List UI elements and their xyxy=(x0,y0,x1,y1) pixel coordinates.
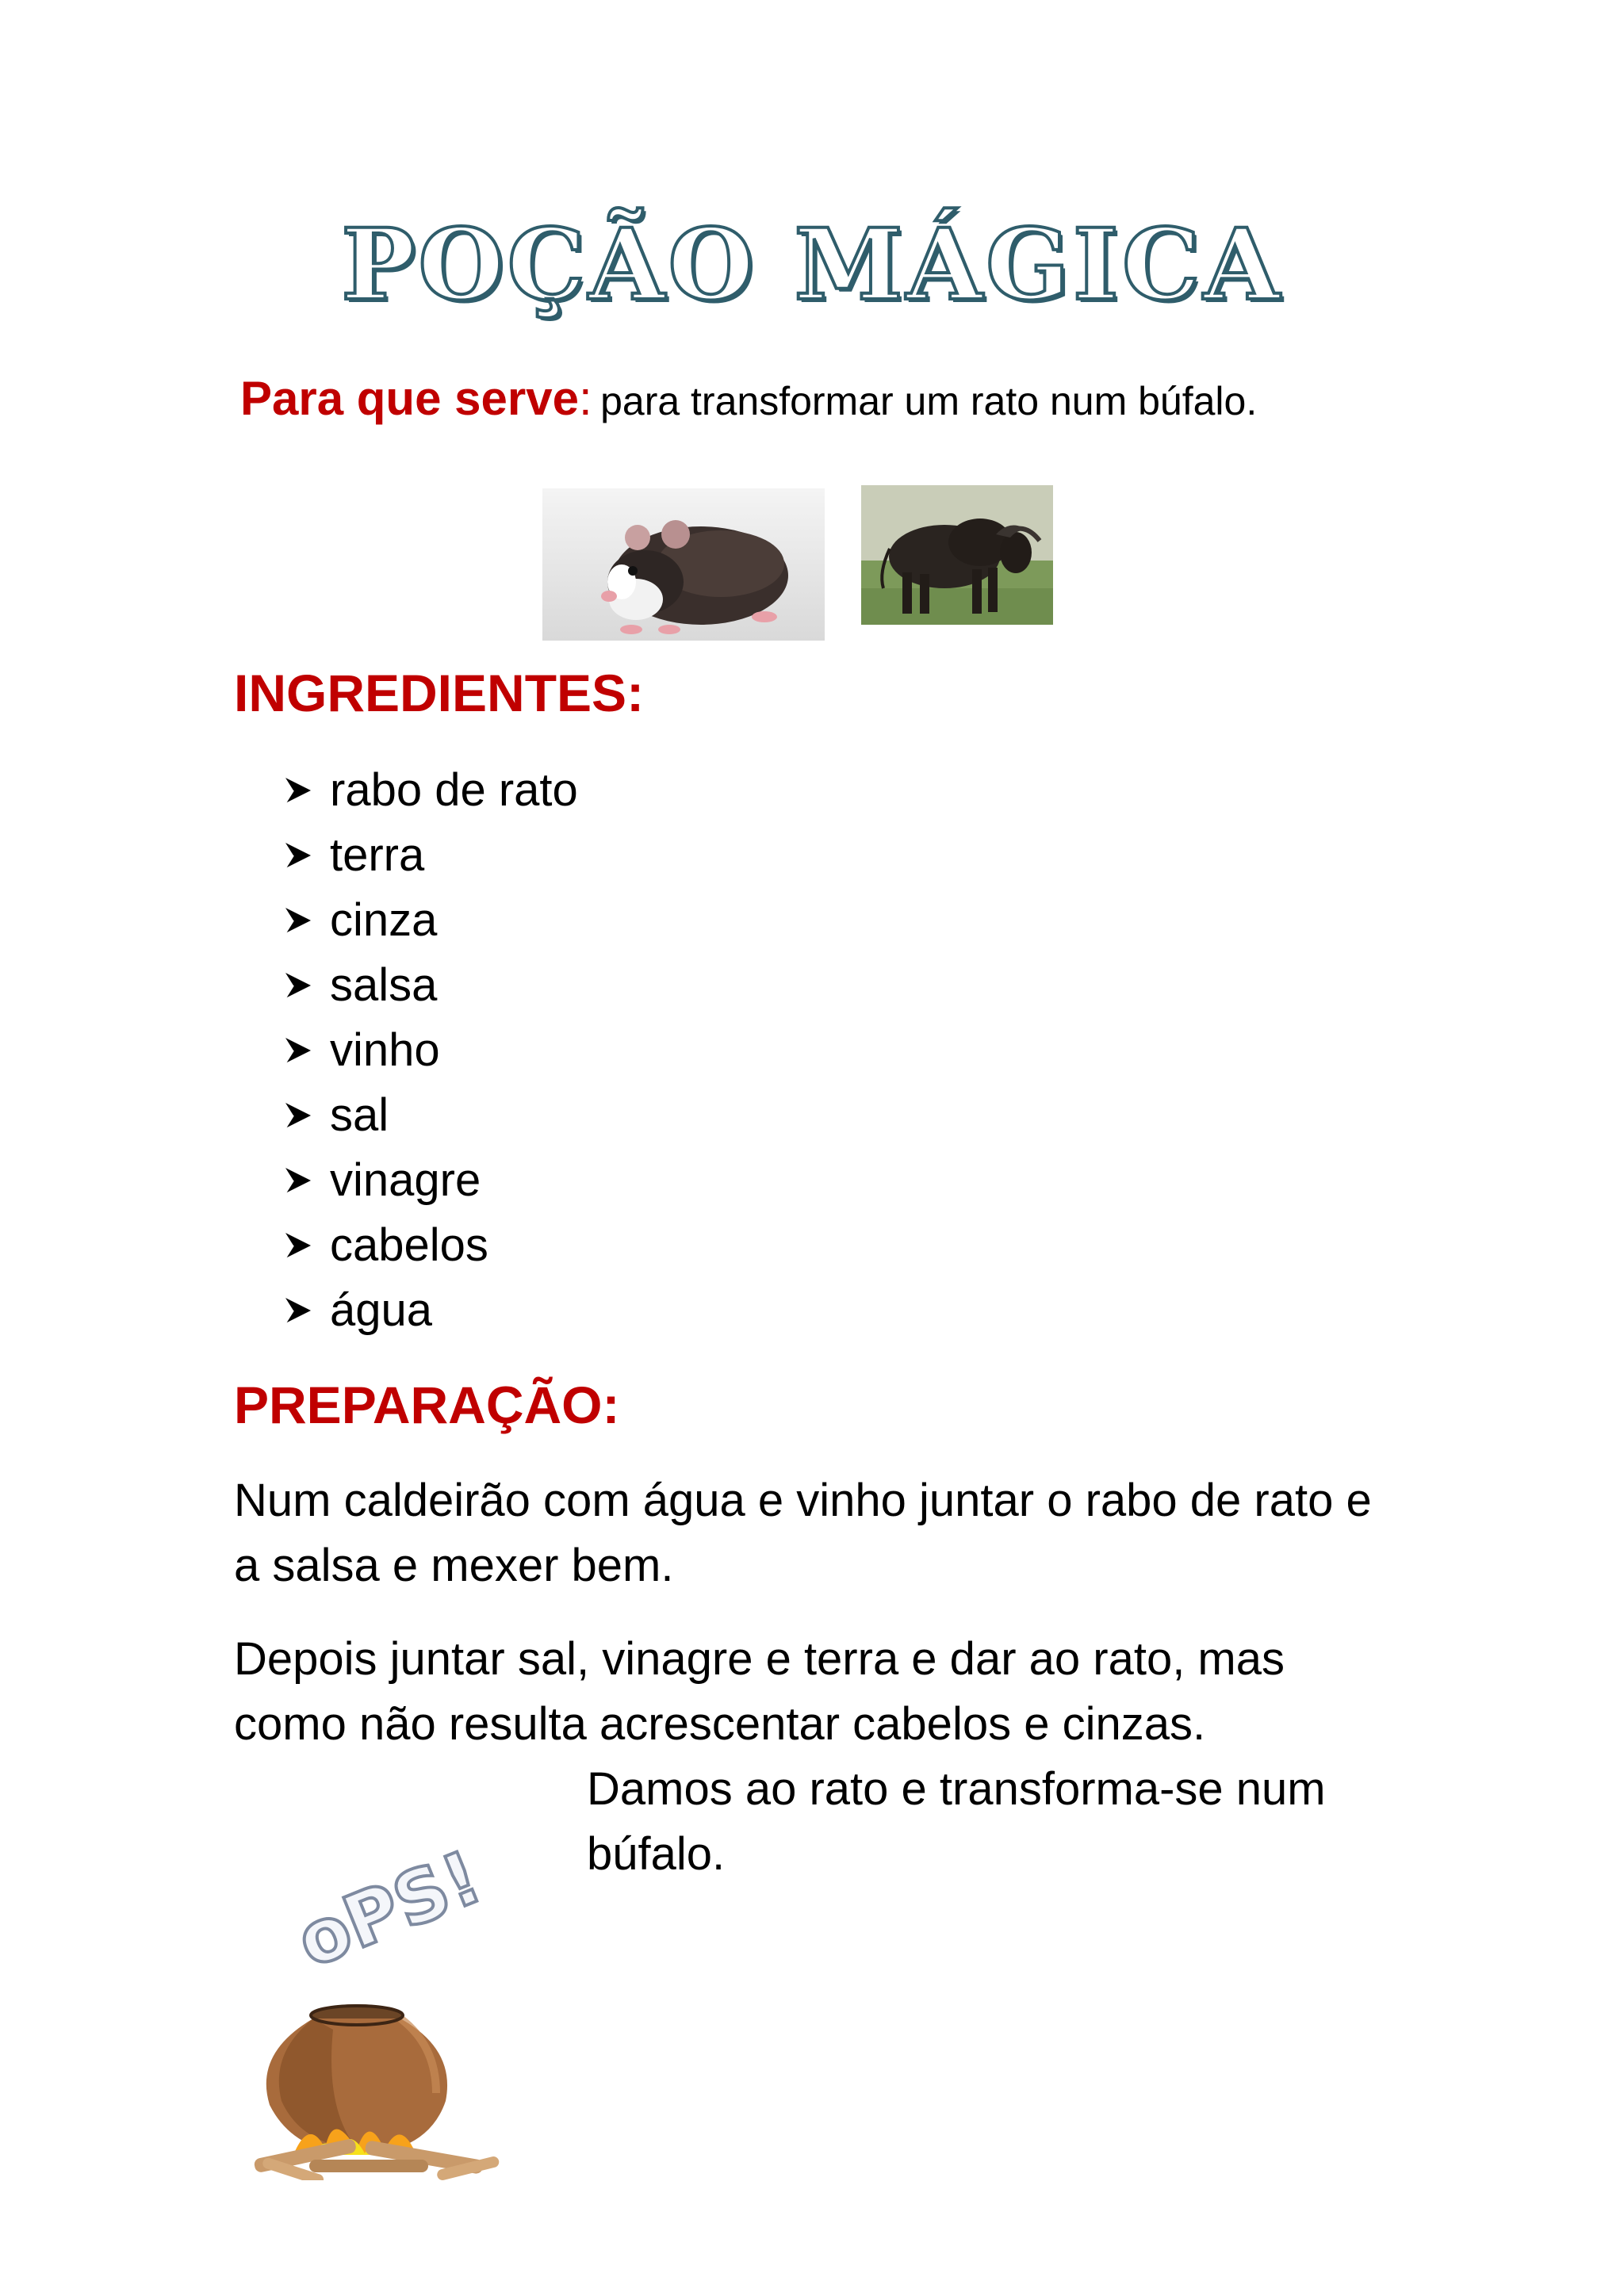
rat-photo xyxy=(542,488,825,641)
arrow-bullet-icon xyxy=(282,823,330,888)
arrow-bullet-icon xyxy=(282,1083,330,1148)
arrow-bullet-icon xyxy=(282,888,330,953)
ingredient-label: cabelos xyxy=(330,1219,488,1271)
purpose-text: para transformar um rato num búfalo. xyxy=(600,379,1258,423)
arrow-bullet-icon xyxy=(282,1018,330,1083)
arrow-bullet-icon xyxy=(282,1278,330,1343)
list-item xyxy=(282,1278,578,1343)
arrow-bullet-icon xyxy=(282,1213,330,1278)
page-title: POÇÃO MÁGICA xyxy=(341,208,1283,323)
preparation-paragraph: Depois juntar sal, vinagre e terra e dar ao rato, mas como não resulta acrescentar cabelos e cinzas. xyxy=(234,1633,1285,1750)
preparation-heading: PREPARAÇÃO: xyxy=(234,1376,620,1434)
list-item xyxy=(282,758,578,823)
ingredient-label: terra xyxy=(330,829,425,881)
purpose-line xyxy=(240,371,1257,426)
cauldron-clipart xyxy=(238,1839,571,2180)
list-item xyxy=(282,1148,578,1213)
purpose-label: Para que serve xyxy=(240,372,579,425)
ingredient-label: salsa xyxy=(330,959,438,1011)
list-item xyxy=(282,1083,578,1148)
purpose-colon: : xyxy=(578,372,592,425)
arrow-bullet-icon xyxy=(282,953,330,1018)
buffalo-photo xyxy=(861,485,1053,625)
ingredients-list xyxy=(282,758,578,1343)
list-item xyxy=(282,953,578,1018)
list-item xyxy=(282,1213,578,1278)
ingredient-label: água xyxy=(330,1284,433,1336)
list-item xyxy=(282,888,578,953)
preparation-paragraph: Damos ao rato e transforma-se num búfalo. xyxy=(587,1763,1326,1880)
pot-smoke-text: oPS! xyxy=(285,1839,493,1984)
ingredients-heading: INGREDIENTES: xyxy=(234,664,645,722)
ingredient-label: vinho xyxy=(330,1024,440,1076)
ingredient-label: cinza xyxy=(330,894,438,946)
ingredient-label: vinagre xyxy=(330,1154,481,1206)
list-item xyxy=(282,1018,578,1083)
arrow-bullet-icon xyxy=(282,758,330,823)
ingredient-label: sal xyxy=(330,1089,389,1141)
ingredient-label: rabo de rato xyxy=(330,764,578,816)
list-item xyxy=(282,823,578,888)
preparation-paragraph: Num caldeirão com água e vinho juntar o rabo de rato e a salsa e mexer bem. xyxy=(234,1475,1372,1591)
arrow-bullet-icon xyxy=(282,1148,330,1213)
